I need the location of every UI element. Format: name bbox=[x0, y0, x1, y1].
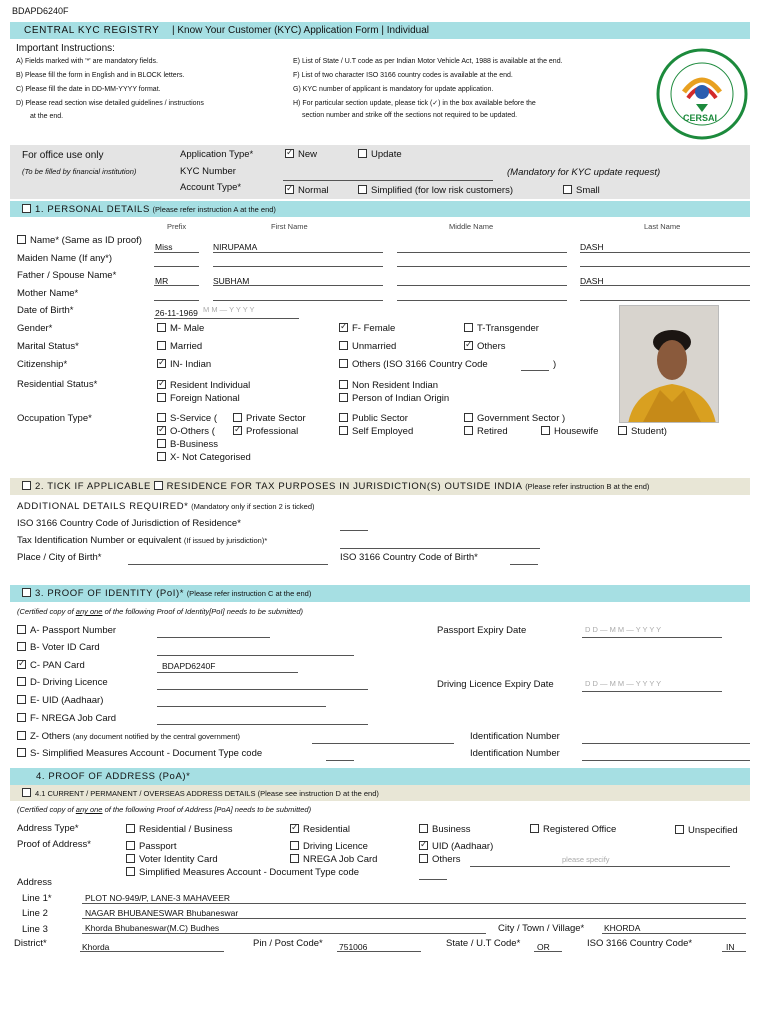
pan-value[interactable]: BDAPD6240F bbox=[162, 661, 216, 671]
address-line2[interactable]: NAGAR BHUBANESWAR Bhubaneswar bbox=[85, 908, 239, 918]
form-title: | Know Your Customer (KYC) Application Form | Individual bbox=[172, 25, 429, 36]
checkbox-icon[interactable] bbox=[675, 825, 684, 834]
checkbox-icon[interactable] bbox=[339, 359, 348, 368]
addr-unspecified[interactable]: Unspecified bbox=[675, 825, 738, 836]
checkbox-icon[interactable] bbox=[17, 660, 26, 669]
iso-jurisdiction-label: ISO 3166 Country Code of Jurisdiction of Residence* bbox=[17, 518, 241, 529]
name-last[interactable]: DASH bbox=[580, 242, 604, 252]
checkbox-icon[interactable] bbox=[290, 824, 299, 833]
section1-header: 1. PERSONAL DETAILS (Please refer instruction A at the end) bbox=[22, 204, 276, 215]
checkbox-icon[interactable] bbox=[339, 413, 348, 422]
iso-birth-field[interactable] bbox=[510, 564, 538, 565]
checkbox-icon[interactable] bbox=[530, 824, 539, 833]
checkbox-icon[interactable] bbox=[157, 439, 166, 448]
kyc-number-field[interactable] bbox=[283, 180, 493, 181]
registry-title: CENTRAL KYC REGISTRY bbox=[24, 25, 160, 36]
checkbox-icon[interactable] bbox=[464, 426, 473, 435]
father-first-line bbox=[213, 285, 383, 286]
section2-header: 2. TICK IF APPLICABLE RESIDENCE FOR TAX PURPOSES IN JURISDICTION(S) OUTSIDE INDIA (Please refer instruction B at the end) bbox=[22, 481, 649, 492]
checkbox-icon[interactable] bbox=[233, 426, 242, 435]
checkbox-icon[interactable] bbox=[157, 359, 166, 368]
checkbox-icon[interactable] bbox=[22, 481, 31, 490]
poi-nrega[interactable]: F- NREGA Job Card bbox=[17, 713, 116, 724]
instruction-e: E) List of State / U.T code as per Indian Motor Vehicle Act, 1988 is available at the end. bbox=[293, 58, 563, 65]
instructions-heading: Important Instructions: bbox=[16, 43, 115, 54]
iso-country-field bbox=[722, 951, 746, 952]
poi-driving[interactable]: D- Driving Licence bbox=[17, 677, 108, 688]
poa-others[interactable]: Others bbox=[419, 854, 461, 865]
pin-label: Pin / Post Code* bbox=[253, 938, 323, 949]
occ-professional[interactable]: ✓ Professional bbox=[233, 426, 298, 437]
district-field bbox=[80, 951, 224, 952]
address-line3[interactable]: Khorda Bhubaneswar(M.C) Budhes bbox=[85, 923, 220, 933]
checkbox-icon[interactable] bbox=[339, 393, 348, 402]
uid-field[interactable] bbox=[157, 706, 326, 707]
instruction-d: D) Please read section wise detailed guidelines / instructions bbox=[16, 100, 204, 107]
checkbox-icon[interactable] bbox=[17, 695, 26, 704]
occupation-label: Occupation Type* bbox=[17, 413, 92, 424]
app-type-new[interactable]: ✓ New bbox=[285, 149, 317, 160]
checkbox-icon[interactable] bbox=[157, 323, 166, 332]
tin-label: Tax Identification Number or equivalent (If issued by jurisdiction)* bbox=[17, 535, 268, 546]
district-label: District* bbox=[14, 938, 47, 949]
name-first[interactable]: NIRUPAMA bbox=[213, 242, 258, 252]
checkbox-icon[interactable] bbox=[17, 642, 26, 651]
additional-details: ADDITIONAL DETAILS REQUIRED* (Mandatory only if section 2 is ticked) bbox=[17, 501, 315, 512]
dob-label: Date of Birth* bbox=[17, 305, 74, 316]
mother-first-line[interactable] bbox=[213, 300, 383, 301]
pan-field bbox=[157, 672, 298, 673]
iso-country-value[interactable]: IN bbox=[726, 942, 735, 952]
checkbox-icon[interactable] bbox=[464, 413, 473, 422]
poa-doc-code-field[interactable] bbox=[419, 879, 447, 880]
citizenship-close: ) bbox=[553, 359, 557, 370]
gender-label: Gender* bbox=[17, 323, 53, 334]
addr-registered-office[interactable]: Registered Office bbox=[530, 824, 616, 835]
checkbox-icon[interactable] bbox=[339, 323, 348, 332]
line2-label: Line 2 bbox=[22, 908, 48, 919]
account-type-label: Account Type* bbox=[180, 182, 242, 193]
state-value[interactable]: OR bbox=[537, 942, 550, 952]
ident-number-label-2: Identification Number bbox=[470, 748, 560, 759]
district-value[interactable]: Khorda bbox=[82, 942, 110, 952]
occ-self-employed[interactable]: Self Employed bbox=[339, 426, 413, 437]
checkbox-icon[interactable] bbox=[126, 841, 135, 850]
app-type-update[interactable]: Update bbox=[358, 149, 402, 160]
s-doc-code-field[interactable] bbox=[326, 760, 354, 761]
nrega-field[interactable] bbox=[157, 724, 368, 725]
gender-male[interactable]: M- Male bbox=[157, 323, 204, 334]
line1-label: Line 1* bbox=[22, 893, 52, 904]
checkbox-icon[interactable] bbox=[17, 713, 26, 722]
iso-jurisdiction-field[interactable] bbox=[340, 530, 368, 531]
citizenship-indian[interactable]: ✓ IN- Indian bbox=[157, 359, 211, 370]
tin-field[interactable] bbox=[340, 548, 540, 549]
driving-licence-field[interactable] bbox=[157, 689, 368, 690]
state-field bbox=[534, 951, 562, 952]
place-of-birth-field[interactable] bbox=[128, 564, 328, 565]
ident-number-label: Identification Number bbox=[470, 731, 560, 742]
poi-uid[interactable]: E- UID (Aadhaar) bbox=[17, 695, 103, 706]
instruction-h: H) For particular section update, please tick (✓) in the box available before the bbox=[293, 100, 536, 107]
passport-expiry-label: Passport Expiry Date bbox=[437, 625, 527, 636]
checkbox-icon[interactable] bbox=[285, 149, 294, 158]
instruction-f: F) List of two character ISO 3166 country codes is available at the end. bbox=[293, 72, 513, 79]
father-middle-line[interactable] bbox=[397, 285, 567, 286]
checkbox-icon[interactable] bbox=[419, 854, 428, 863]
pin-value[interactable]: 751006 bbox=[339, 942, 368, 952]
cersai-logo bbox=[656, 48, 748, 140]
father-first[interactable]: SUBHAM bbox=[213, 276, 250, 286]
city-label: City / Town / Village* bbox=[498, 923, 585, 934]
office-use-label: For office use only bbox=[22, 150, 104, 161]
kyc-note: (Mandatory for KYC update request) bbox=[507, 167, 661, 178]
poa-uid[interactable]: ✓ UID (Aadhaar) bbox=[419, 841, 493, 852]
addr-business[interactable]: Business bbox=[419, 824, 471, 835]
father-prefix[interactable]: MR bbox=[155, 276, 169, 286]
checkbox-icon[interactable] bbox=[290, 841, 299, 850]
father-last-line bbox=[580, 285, 750, 286]
checkbox-icon[interactable] bbox=[17, 748, 26, 757]
occ-retired[interactable]: Retired bbox=[464, 426, 508, 437]
poa-passport[interactable]: Passport bbox=[126, 841, 177, 852]
instruction-d-cont: at the end. bbox=[30, 113, 64, 120]
document-code: BDAPD6240F bbox=[12, 6, 69, 16]
checkbox-icon[interactable] bbox=[358, 149, 367, 158]
col-last-name: Last Name bbox=[644, 222, 681, 231]
res-foreign-national[interactable]: Foreign National bbox=[157, 393, 240, 404]
checkbox-icon[interactable] bbox=[126, 867, 135, 876]
instruction-b: B) Please fill the form in English and in BLOCK letters. bbox=[16, 72, 185, 79]
poi-s-simplified[interactable]: S- Simplified Measures Account - Document Type code bbox=[17, 748, 262, 759]
col-middle-name: Middle Name bbox=[449, 222, 494, 231]
col-first-name: First Name bbox=[271, 222, 308, 231]
col-prefix: Prefix bbox=[167, 222, 187, 231]
address-line3-field bbox=[82, 933, 486, 934]
checkbox-icon[interactable] bbox=[419, 824, 428, 833]
place-of-birth-label: Place / City of Birth* bbox=[17, 552, 102, 563]
poa-simplified[interactable]: Simplified Measures Account - Document Type code bbox=[126, 867, 359, 878]
name-last-line bbox=[580, 252, 750, 253]
checkbox-icon[interactable] bbox=[419, 841, 428, 850]
poa-driving[interactable]: Driving Licence bbox=[290, 841, 368, 852]
ident-number-field-2[interactable] bbox=[582, 760, 750, 761]
checkbox-icon[interactable] bbox=[339, 380, 348, 389]
address-type-label: Address Type* bbox=[17, 823, 79, 834]
poi-z-others[interactable]: Z- Others (any document notified by the central government) bbox=[17, 731, 240, 742]
checkbox-icon[interactable] bbox=[157, 341, 166, 350]
checkbox-icon[interactable] bbox=[157, 452, 166, 461]
marital-unmarried[interactable]: Unmarried bbox=[339, 341, 396, 352]
poa-others-field[interactable] bbox=[470, 866, 730, 867]
poi-certified-note: (Certified copy of any one of the following Proof of Identity[PoI] needs to be submitted) bbox=[17, 607, 304, 616]
res-resident-individual[interactable]: ✓ Resident Individual bbox=[157, 380, 250, 391]
checkbox-icon[interactable] bbox=[17, 235, 26, 244]
name-prefix-line bbox=[154, 252, 199, 253]
checkbox-icon[interactable] bbox=[22, 204, 31, 213]
mother-last-line[interactable] bbox=[580, 300, 750, 301]
gender-transgender[interactable]: T-Transgender bbox=[464, 323, 539, 334]
section41-header: 4.1 CURRENT / PERMANENT / OVERSEAS ADDRESS DETAILS (Please see instruction D at the end) bbox=[22, 788, 379, 798]
office-use-sub: (To be filled by financial institution) bbox=[22, 167, 137, 176]
father-name-label: Father / Spouse Name* bbox=[17, 270, 117, 281]
poa-voter[interactable]: Voter Identity Card bbox=[126, 854, 218, 865]
section3-header: 3. PROOF OF IDENTITY (PoI)* (Please refer instruction C at the end) bbox=[22, 588, 311, 599]
checkbox-icon[interactable] bbox=[157, 426, 166, 435]
instruction-a: A) Fields marked with '*' are mandatory fields. bbox=[16, 58, 158, 65]
checkbox-icon[interactable] bbox=[17, 625, 26, 634]
pin-field bbox=[337, 951, 421, 952]
state-label: State / U.T Code* bbox=[446, 938, 521, 949]
cersai-logo-text: CERSAI bbox=[683, 113, 718, 123]
section4-header: 4. PROOF OF ADDRESS (PoA)* bbox=[36, 771, 191, 782]
account-simplified[interactable]: Simplified (for low risk customers) bbox=[358, 185, 513, 196]
name-row-label: Name* (Same as ID proof) bbox=[17, 235, 142, 246]
checkbox-icon[interactable] bbox=[339, 426, 348, 435]
driving-expiry-placeholder: D D — M M — Y Y Y Y bbox=[585, 679, 662, 688]
gender-female[interactable]: ✓ F- Female bbox=[339, 323, 395, 334]
name-first-line bbox=[213, 252, 383, 253]
instruction-h-cont: section number and strike off the sections not required to be updated. bbox=[302, 112, 518, 119]
address-line1[interactable]: PLOT NO-949/P, LANE-3 MAHAVEER bbox=[85, 893, 231, 903]
address-line1-field bbox=[82, 903, 746, 904]
iso-birth-label: ISO 3166 Country Code of Birth* bbox=[340, 552, 478, 563]
checkbox-icon[interactable] bbox=[464, 341, 473, 350]
driving-expiry-field[interactable] bbox=[582, 691, 722, 692]
occ-private[interactable]: Private Sector bbox=[233, 413, 306, 424]
citizenship-label: Citizenship* bbox=[17, 359, 68, 370]
z-others-field[interactable] bbox=[312, 743, 454, 744]
address-line2-field bbox=[82, 918, 746, 919]
poi-passport[interactable]: A- Passport Number bbox=[17, 625, 116, 636]
checkbox-icon[interactable] bbox=[233, 413, 242, 422]
occ-o-others[interactable]: ✓O-Others ( bbox=[157, 426, 215, 437]
poa-nrega[interactable]: NREGA Job Card bbox=[290, 854, 377, 865]
occ-housewife[interactable]: Housewife bbox=[541, 426, 598, 437]
address-label: Address bbox=[17, 877, 52, 888]
mother-middle-line[interactable] bbox=[397, 300, 567, 301]
checkbox-icon[interactable] bbox=[541, 426, 550, 435]
checkbox-icon[interactable] bbox=[290, 854, 299, 863]
maiden-name-label: Maiden Name (If any*) bbox=[17, 253, 113, 264]
checkbox-icon[interactable] bbox=[126, 854, 135, 863]
checkbox-icon[interactable] bbox=[464, 323, 473, 332]
checkbox-icon[interactable] bbox=[154, 481, 163, 490]
marital-others[interactable]: ✓ Others bbox=[464, 341, 506, 352]
checkbox-icon[interactable] bbox=[157, 380, 166, 389]
dob-line bbox=[154, 318, 299, 319]
checkbox-icon[interactable] bbox=[618, 426, 627, 435]
citizenship-country-code[interactable] bbox=[521, 370, 549, 371]
instruction-g: G) KYC number of applicant is mandatory for update application. bbox=[293, 86, 494, 93]
citizenship-others[interactable]: Others (ISO 3166 Country Code bbox=[339, 359, 488, 370]
addr-res-business[interactable]: Residential / Business bbox=[126, 824, 232, 835]
passport-expiry-placeholder: D D — M M — Y Y Y Y bbox=[585, 625, 662, 634]
maiden-middle-line[interactable] bbox=[397, 266, 567, 267]
name-middle-line[interactable] bbox=[397, 252, 567, 253]
checkbox-icon[interactable] bbox=[22, 788, 31, 797]
dob-placeholder: M M — Y Y Y Y bbox=[203, 305, 255, 314]
res-pio[interactable]: Person of Indian Origin bbox=[339, 393, 449, 404]
father-prefix-line bbox=[154, 285, 199, 286]
checkbox-icon[interactable] bbox=[22, 588, 31, 597]
city-value[interactable]: KHORDA bbox=[604, 923, 641, 933]
poi-voter[interactable]: B- Voter ID Card bbox=[17, 642, 100, 653]
checkbox-icon[interactable] bbox=[157, 413, 166, 422]
maiden-last-line[interactable] bbox=[580, 266, 750, 267]
mother-prefix-line[interactable] bbox=[154, 300, 199, 301]
name-prefix[interactable]: Miss bbox=[155, 242, 173, 252]
passport-number-field[interactable] bbox=[157, 637, 270, 638]
checkbox-icon[interactable] bbox=[339, 341, 348, 350]
checkbox-icon[interactable] bbox=[17, 731, 26, 740]
poa-certified-note: (Certified copy of any one of the following Proof of Address [PoA] needs to be submitted) bbox=[17, 805, 312, 814]
mother-name-label: Mother Name* bbox=[17, 288, 79, 299]
addr-residential[interactable]: ✓ Residential bbox=[290, 824, 350, 835]
checkbox-icon[interactable] bbox=[17, 677, 26, 686]
maiden-first-line[interactable] bbox=[213, 266, 383, 267]
ident-number-field[interactable] bbox=[582, 743, 750, 744]
occ-public[interactable]: Public Sector bbox=[339, 413, 408, 424]
father-last[interactable]: DASH bbox=[580, 276, 604, 286]
residential-status-label: Residential Status* bbox=[17, 379, 98, 390]
occ-not-categorised[interactable]: X- Not Categorised bbox=[157, 452, 251, 463]
res-nri[interactable]: Non Resident Indian bbox=[339, 380, 438, 391]
checkbox-icon[interactable] bbox=[285, 185, 294, 194]
voter-id-field[interactable] bbox=[157, 655, 354, 656]
checkbox-icon[interactable] bbox=[157, 393, 166, 402]
marital-status-label: Marital Status* bbox=[17, 341, 79, 352]
applicant-photo bbox=[619, 305, 719, 423]
occ-business[interactable]: B-Business bbox=[157, 439, 218, 450]
iso-country-label: ISO 3166 Country Code* bbox=[587, 938, 693, 949]
marital-married[interactable]: Married bbox=[157, 341, 202, 352]
line3-label: Line 3 bbox=[22, 924, 48, 935]
checkbox-icon[interactable] bbox=[563, 185, 572, 194]
kyc-number-label: KYC Number bbox=[180, 166, 236, 177]
account-small[interactable]: Small bbox=[563, 185, 600, 196]
occ-s-service[interactable]: S-Service ( bbox=[157, 413, 217, 424]
passport-expiry-field[interactable] bbox=[582, 637, 722, 638]
proof-of-address-label: Proof of Address* bbox=[17, 839, 91, 850]
dob-value[interactable]: 26-11-1969 bbox=[155, 308, 198, 318]
occ-student[interactable]: Student) bbox=[618, 426, 667, 437]
checkbox-icon[interactable] bbox=[126, 824, 135, 833]
driving-expiry-label: Driving Licence Expiry Date bbox=[437, 679, 554, 690]
instruction-c: C) Please fill the date in DD-MM-YYYY format. bbox=[16, 86, 161, 93]
maiden-prefix-line[interactable] bbox=[154, 266, 199, 267]
poi-pan[interactable]: ✓C- PAN Card bbox=[17, 660, 85, 671]
account-normal[interactable]: ✓ Normal bbox=[285, 185, 329, 196]
checkbox-icon[interactable] bbox=[358, 185, 367, 194]
application-type-label: Application Type* bbox=[180, 149, 254, 160]
please-specify-placeholder: please specify bbox=[562, 855, 610, 864]
city-field bbox=[602, 933, 746, 934]
occ-govt[interactable]: Government Sector ) bbox=[464, 413, 565, 424]
